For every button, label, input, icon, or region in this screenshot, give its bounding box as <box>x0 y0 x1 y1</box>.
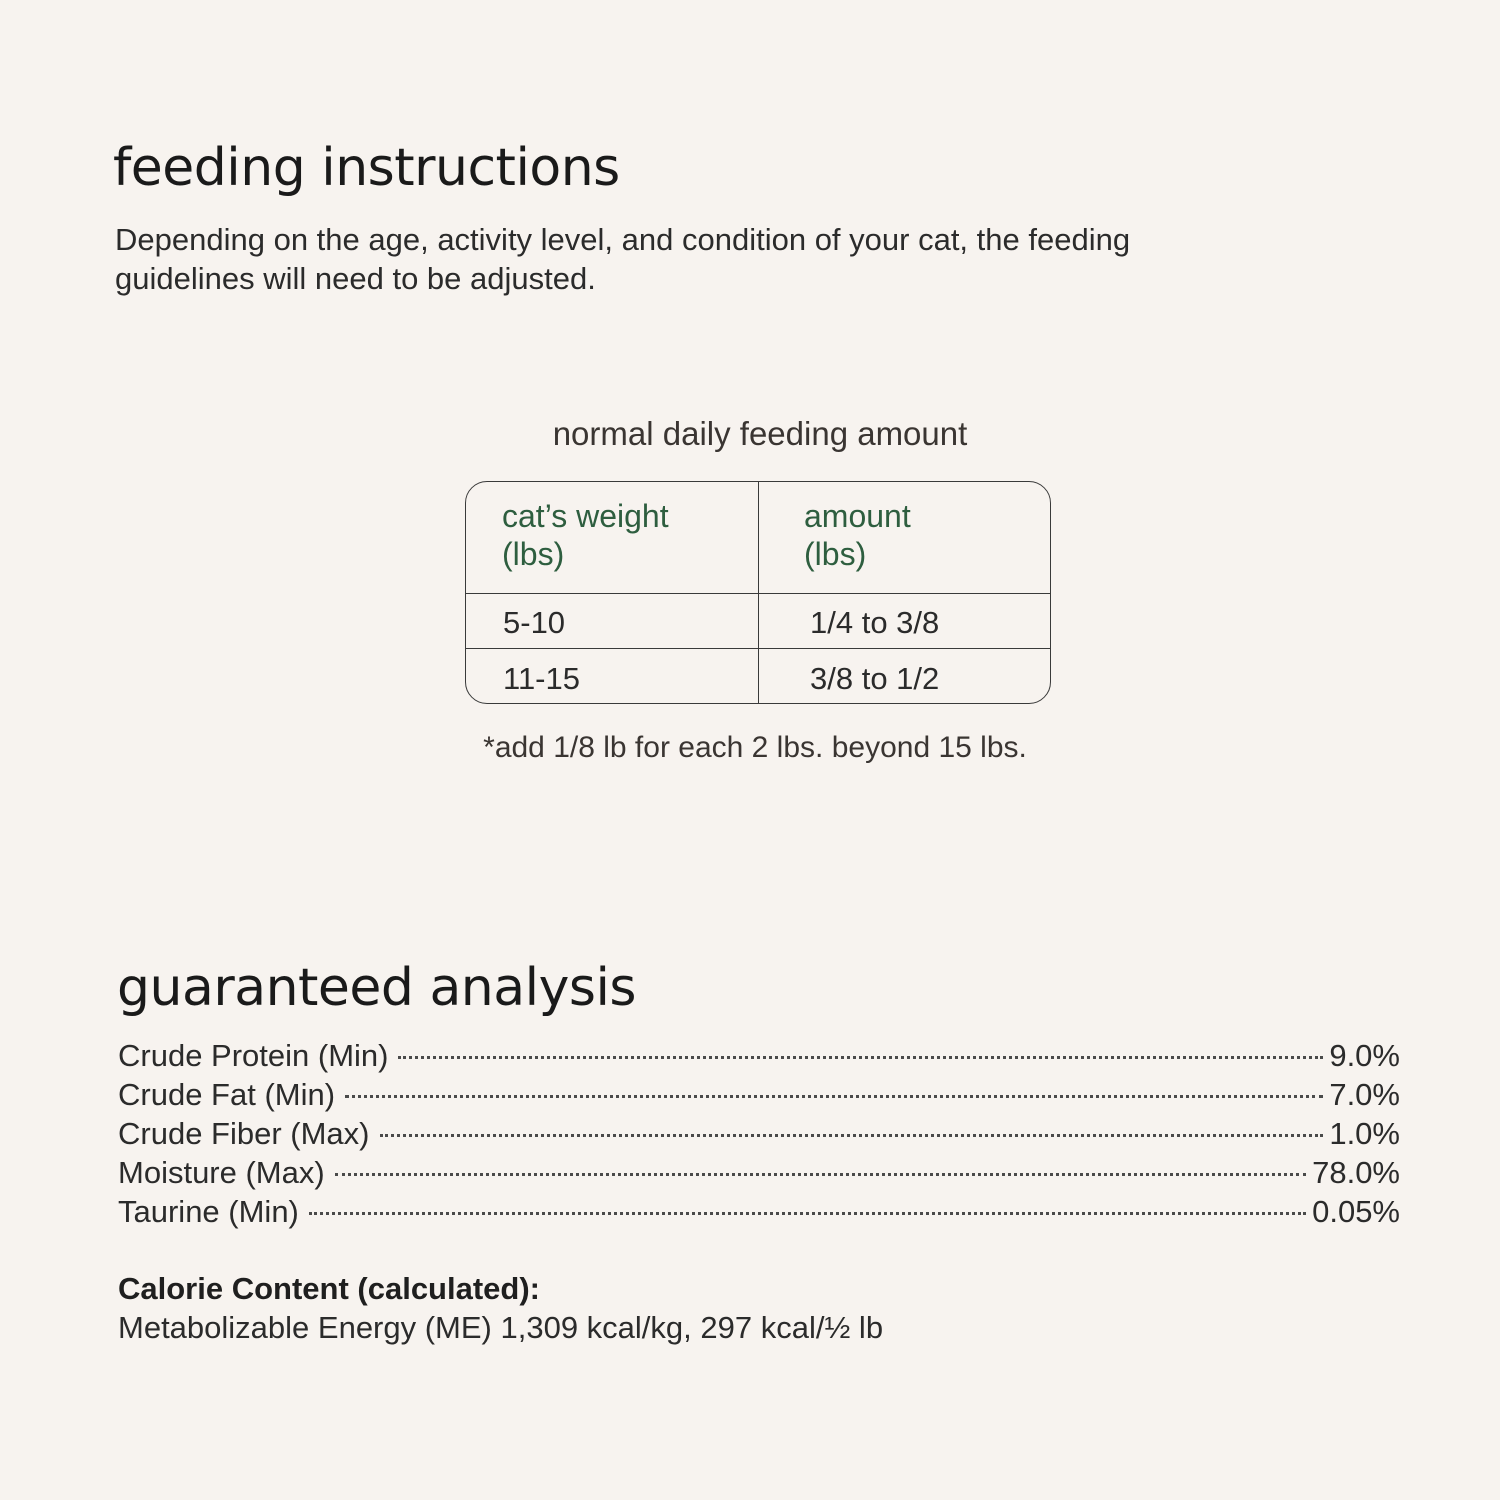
table-row-amount: 3/8 to 1/2 <box>810 661 940 696</box>
analysis-row <box>118 1153 1400 1192</box>
analysis-label: Moisture (Max) <box>118 1155 325 1190</box>
guaranteed-analysis-title: guaranteed analysis <box>117 958 636 1018</box>
table-row-weight: 5-10 <box>503 605 566 640</box>
analysis-label: Crude Fat (Min) <box>118 1077 336 1112</box>
amount-column-header: amount (lbs) <box>804 498 911 572</box>
feeding-intro-line1: Depending on the age, activity level, and condition of your cat, the feeding <box>115 222 1131 257</box>
dot-leader <box>309 1212 1306 1215</box>
analysis-list <box>118 1036 1400 1231</box>
analysis-label: Crude Fiber (Max) <box>118 1116 370 1151</box>
analysis-value: 7.0% <box>1329 1077 1400 1112</box>
analysis-label: Crude Protein (Min) <box>118 1038 389 1073</box>
calorie-content-text: Metabolizable Energy (ME) 1,309 kcal/kg, 297 kcal/½ lb <box>118 1310 884 1345</box>
dot-leader <box>398 1056 1323 1059</box>
analysis-row <box>118 1036 1400 1075</box>
feeding-intro-line2: guidelines will need to be adjusted. <box>115 261 596 296</box>
analysis-row <box>118 1192 1400 1231</box>
table-header-divider <box>466 593 1050 594</box>
dot-leader <box>380 1134 1324 1137</box>
table-row-divider <box>466 648 1050 649</box>
table-row-amount: 1/4 to 3/8 <box>810 605 940 640</box>
dot-leader <box>345 1095 1323 1098</box>
calorie-content-heading: Calorie Content (calculated): <box>118 1271 540 1306</box>
feeding-footnote: *add 1/8 lb for each 2 lbs. beyond 15 lbs. <box>483 731 1027 764</box>
feeding-table-caption: normal daily feeding amount <box>552 415 968 452</box>
analysis-value: 0.05% <box>1312 1194 1400 1229</box>
feeding-intro <box>115 220 1375 298</box>
analysis-value: 1.0% <box>1329 1116 1400 1151</box>
analysis-row <box>118 1114 1400 1153</box>
analysis-label: Taurine (Min) <box>118 1194 299 1229</box>
analysis-value: 9.0% <box>1329 1038 1400 1073</box>
analysis-row <box>118 1075 1400 1114</box>
feeding-instructions-title: feeding instructions <box>113 138 620 198</box>
table-row-weight: 11-15 <box>503 661 580 696</box>
analysis-value: 78.0% <box>1312 1155 1400 1190</box>
feeding-table <box>465 481 1051 704</box>
dot-leader <box>335 1173 1306 1176</box>
weight-column-header: cat’s weight (lbs) <box>502 498 669 572</box>
